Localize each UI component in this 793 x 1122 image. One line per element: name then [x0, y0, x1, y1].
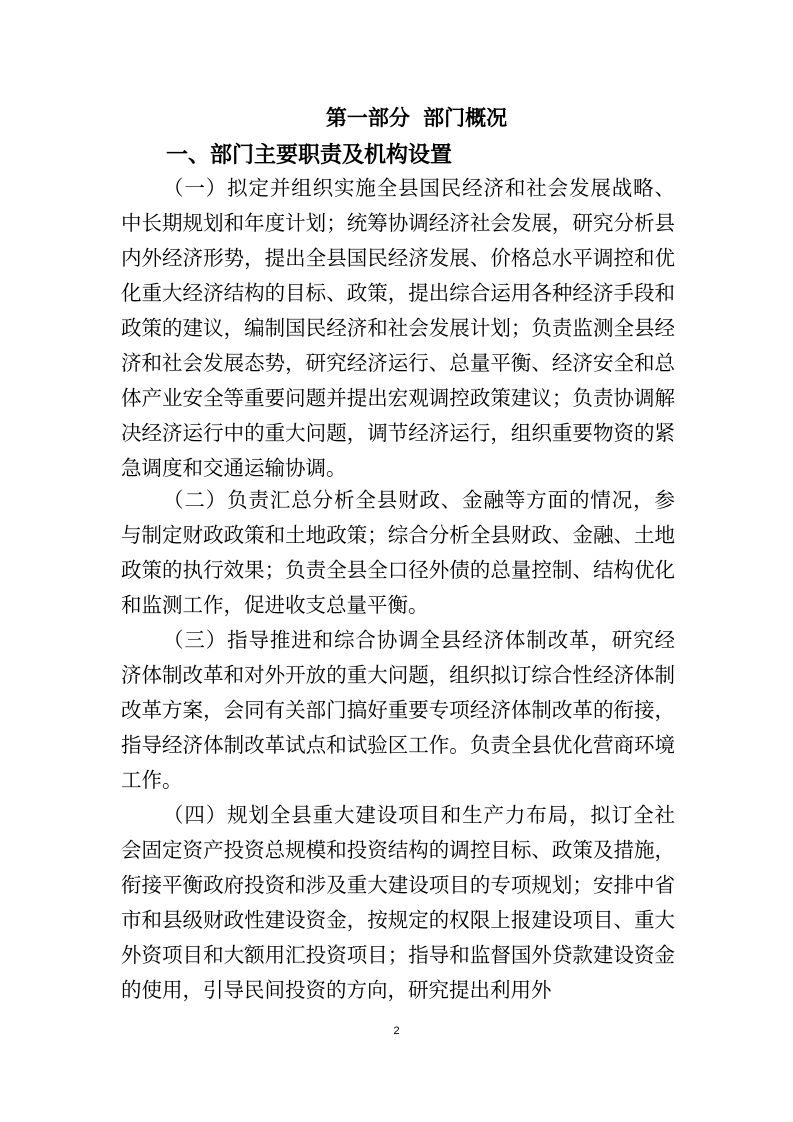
page-title: 第一部分 部门概况: [325, 105, 508, 130]
section-heading: 一、部门主要职责及机构设置: [166, 142, 453, 168]
paragraph-duty-3: （三）指导推进和综合协调全县经济体制改革，研究经济体制改革和对外开放的重大问题，组织拟订综合性经济体制改革方案，会同有关部门搞好重要专项经济体制改革的衔接，指导经济体制改革试点和试验区工作。负责全县优化营商环境工作。: [121, 628, 675, 792]
paragraph-duty-2: （二）负责汇总分析全县财政、金融等方面的情况，参与制定财政政策和土地政策；综合分析全县财政、金融、土地政策的执行效果；负责全县全口径外债的总量控制、结构优化和监测工作，促进收支总量平衡。: [121, 488, 675, 617]
paragraph-duty-4: （四）规划全县重大建设项目和生产力布局，拟订全社会固定资产投资总规模和投资结构的调控目标、政策及措施，衔接平衡政府投资和涉及重大建设项目的专项规划；安排中省市和县级财政性建设资金，按规定的权限上报建设项目、重大外资项目和大额用汇投资项目；指导和监督国外贷款建设资金的使用，引导民间投资的方向，研究提出利用外: [121, 803, 675, 1002]
paragraph-duty-1: （一）拟定并组织实施全县国民经济和社会发展战略、中长期规划和年度计划；统筹协调经济社会发展，研究分析县内外经济形势，提出全县国民经济发展、价格总水平调控和优化重大经济结构的目标、政策，提出综合运用各种经济手段和政策的建议，编制国民经济和社会发展计划；负责监测全县经济和社会发展态势，研究经济运行、总量平衡、经济安全和总体产业安全等重要问题并提出宏观调控政策建议；负责协调解决经济运行中的重大问题，调节经济运行，组织重要物资的紧急调度和交通运输协调。: [121, 176, 675, 480]
page-number: 2: [393, 1025, 400, 1037]
